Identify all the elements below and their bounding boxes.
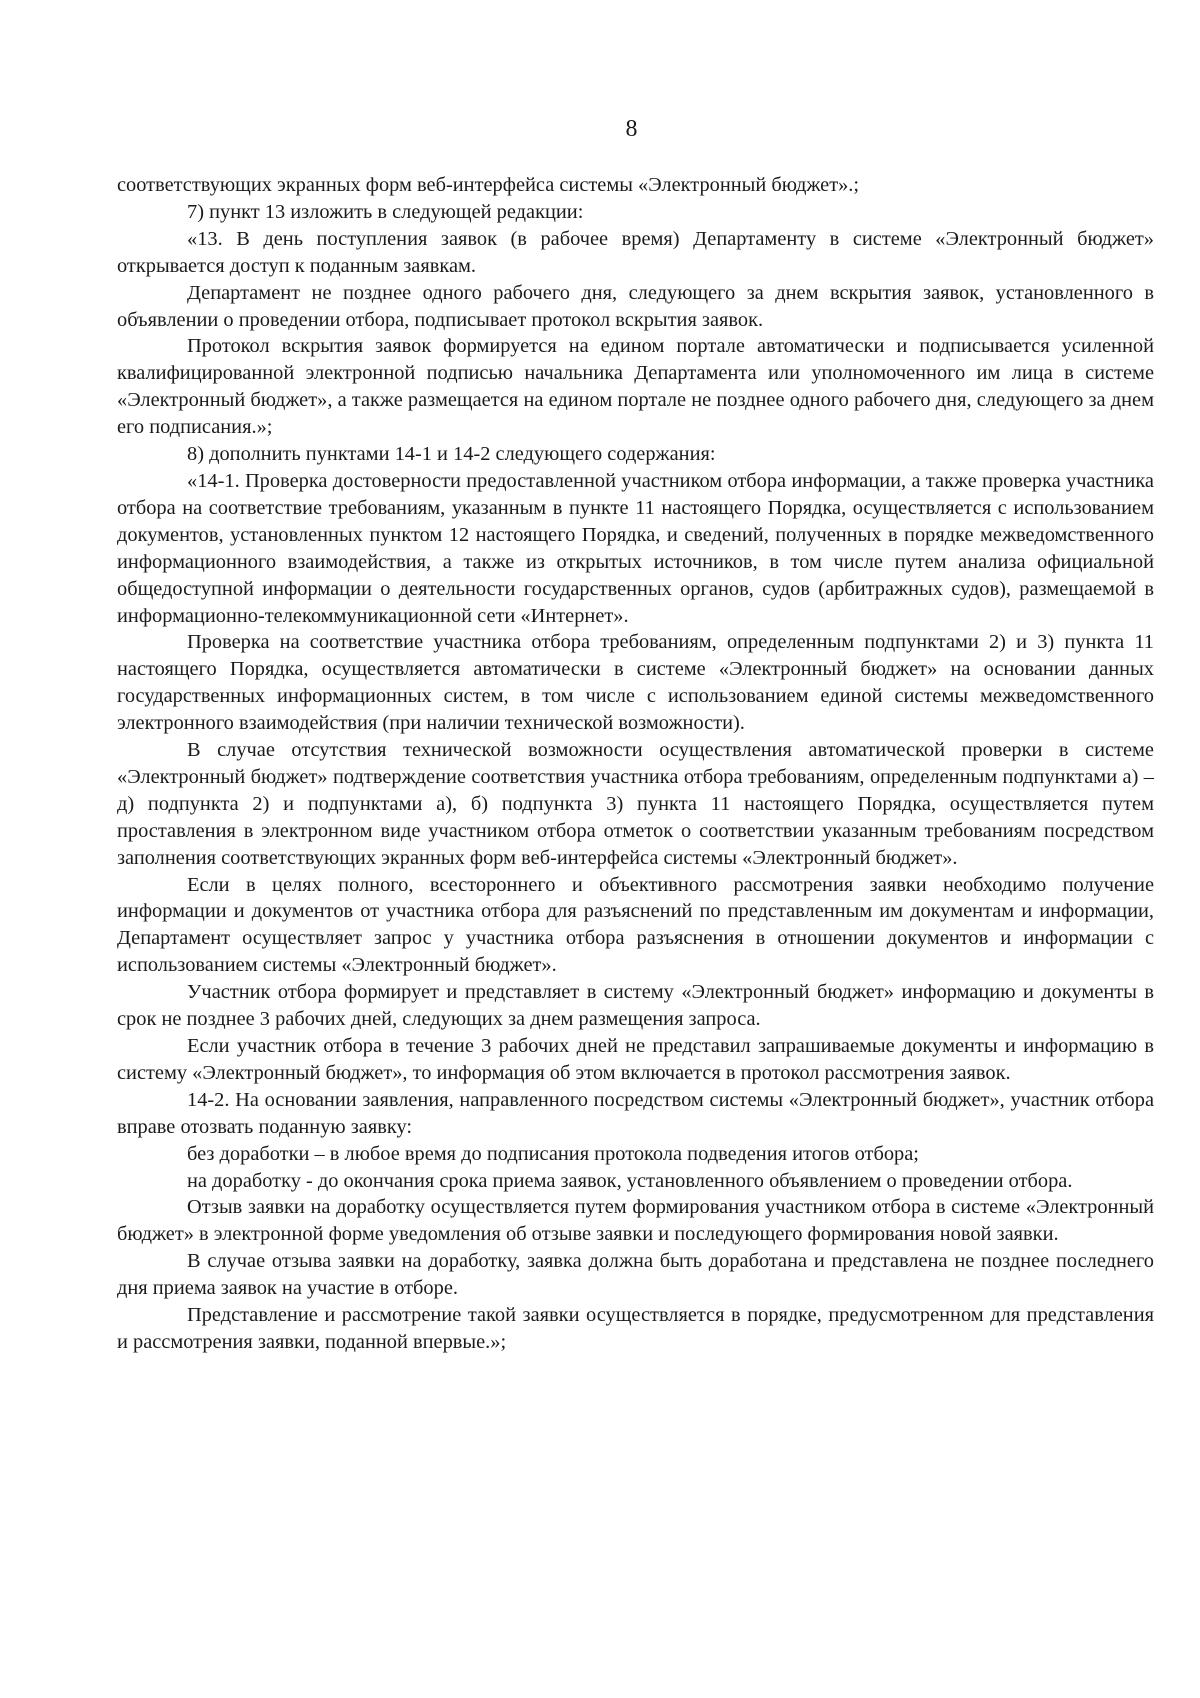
paragraph-clause-14-1: «14-1. Проверка достоверности предоставленной участником отбора информации, а также проверка участника отбора на соответствие требованиям, указанным в пункте 11 настоящего Порядка, осуществляется с использованием документов, установленных пунктом 12 настоящего Порядка, и сведений, полученных в порядке межведомственного информационного взаимодействия, а также из открытых источников, в том числе путем анализа официальной общедоступной информации о деятельности государственных органов, судов (арбитражных судов), размещаемой в информационно-телекоммуникационной сети «Интернет».	[117, 469, 1154, 627]
paragraph-continuation: соответствующих экранных форм веб-интерфейса системы «Электронный бюджет».;	[117, 174, 860, 196]
paragraph-department-protocol: Департамент не позднее одного рабочего дня, следующего за днем вскрытия заявок, установленного в объявлении о проведении отбора, подписывает протокол вскрытия заявок.	[117, 281, 1154, 331]
paragraph-withdraw-for-revision: на доработку - до окончания срока приема заявок, установленного объявлением о проведении отбора.	[187, 1169, 1073, 1192]
page-number: 8	[625, 116, 638, 142]
paragraph-withdrawal-procedure: Отзыв заявки на доработку осуществляется путем формирования участником отбора в системе «Электронный бюджет» в электронной форме уведомления об отзыве заявки и последующего формирования новой заявки.	[117, 1196, 1154, 1246]
paragraph-withdraw-without-revision: без доработки – в любое время до подписания протокола подведения итогов отбора;	[187, 1142, 919, 1165]
paragraph-opening-protocol: Протокол вскрытия заявок формируется на едином портале автоматически и подписывается усиленной квалифицированной электронной подписью начальника Департамента или уполномоченного им лица в системе «Электронный бюджет», а также размещается на едином портале не позднее одного рабочего дня, следующего за днем его подписания.»;	[117, 335, 1154, 439]
paragraph-revision-deadline: В случае отзыва заявки на доработку, заявка должна быть доработана и представлена не позднее последнего дня приема заявок на участие в отборе.	[117, 1250, 1154, 1300]
document-body	[117, 172, 1154, 1356]
paragraph-clause-13: «13. В день поступления заявок (в рабочее время) Департаменту в системе «Электронный бюджет» открывается доступ к поданным заявкам.	[117, 227, 1154, 277]
paragraph-participant-response: Участник отбора формирует и представляет в систему «Электронный бюджет» информацию и документы в срок не позднее 3 рабочих дней, следующих за днем размещения запроса.	[117, 981, 1154, 1031]
paragraph-item-8: 8) дополнить пунктами 14-1 и 14-2 следующего содержания:	[187, 443, 716, 466]
paragraph-manual-confirmation: В случае отсутствия технической возможности осуществления автоматической проверки в системе «Электронный бюджет» подтверждение соответствия участника отбора требованиям, определенным подпунктами а) – д) подпункта 2) и подпунктами а), б) подпункта 3) пункта 11 настоящего Порядка, осуществляется путем проставления в электронном виде участником отбора отметок о соответствии указанным требованиям посредством заполнения соответствующих экранных форм веб-интерфейса системы «Электронный бюджет».	[117, 739, 1154, 869]
paragraph-review-order: Представление и рассмотрение такой заявки осуществляется в порядке, предусмотренном для представления и рассмотрения заявки, поданной впервые.»;	[117, 1304, 1154, 1353]
paragraph-clarification-request: Если в целях полного, всестороннего и объективного рассмотрения заявки необходимо получение информации и документов от участника отбора для разъяснений по представленным им документам и информации, Департамент осуществляет запрос у участника отбора разъяснения в отношении документов и информации с использованием системы «Электронный бюджет».	[117, 873, 1154, 977]
paragraph-no-response: Если участник отбора в течение 3 рабочих дней не представил запрашиваемые документы и информацию в систему «Электронный бюджет», то информация об этом включается в протокол рассмотрения заявок.	[117, 1035, 1154, 1084]
paragraph-item-7: 7) пункт 13 изложить в следующей редакции:	[187, 200, 584, 223]
paragraph-automatic-check: Проверка на соответствие участника отбора требованиям, определенным подпунктами 2) и 3) пункта 11 настоящего Порядка, осуществляется автоматически в системе «Электронный бюджет» на основании данных государственных информационных систем, в том числе с использованием единой системы межведомственного электронного взаимодействия (при наличии технической возможности).	[117, 631, 1154, 735]
paragraph-clause-14-2: 14-2. На основании заявления, направленного посредством системы «Электронный бюджет», участник отбора вправе отозвать поданную заявку:	[117, 1088, 1154, 1138]
